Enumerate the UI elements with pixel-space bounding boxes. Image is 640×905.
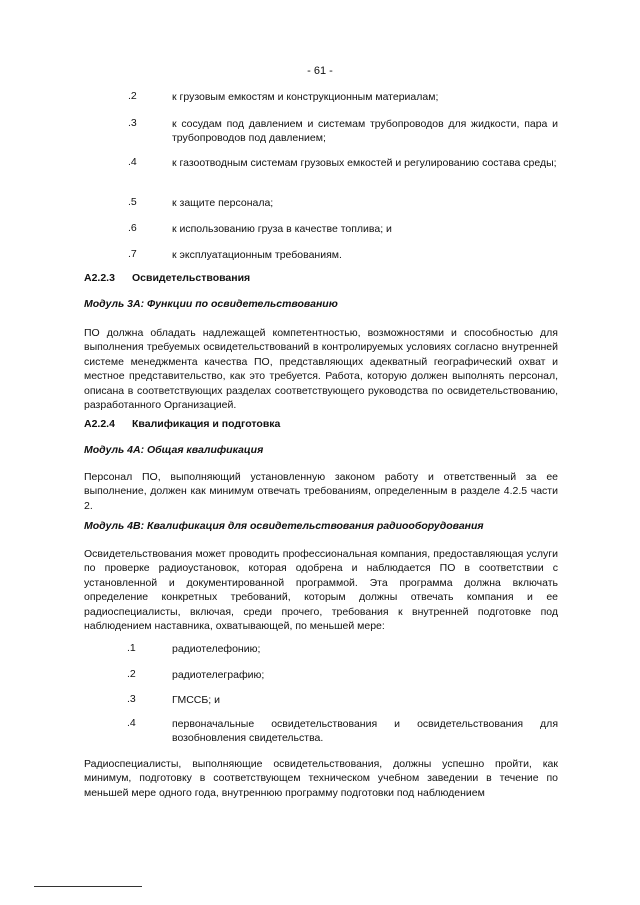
list-item-text: к газоотводным системам грузовых емкостей и регулированию состава среды; [172,157,557,169]
list-item-text: радиотелеграфию; [172,669,265,681]
section-title: Освидетельствования [132,272,251,284]
section-heading [84,272,250,284]
module-heading: Модуль 4A: Общая квалификация [84,444,264,456]
section-number: A2.2.3 [84,272,115,284]
list-item-text: к сосудам под давлением и системам трубопроводов для жидкости, пара и трубопроводов под давлением; [172,118,558,144]
list-item-number: .5 [128,196,137,208]
list-item-number: .4 [128,156,137,168]
module-heading: Модуль 4B: Квалификация для освидетельствования радиооборудования [84,520,484,532]
list-item-number: .4 [127,717,136,729]
paragraph: ПО должна обладать надлежащей компетентностью, возможностями и способностью для выполнения требуемых освидетельствований в контролируемых условиях согласно внутренней системе менеджмента качества ПО, представляющих адекватный географический охват и местное представительство, как это требуется. Работа, которую должен выполнять персонал, описана в соответствующих разделах соответствующего руководства по освидетельствованию, разработанного Организацией. [84,327,558,412]
list-item-text: первоначальные освидетельствования и освидетельствования для возобновления свидетельства. [172,718,558,744]
list-item-text: радиотелефонию; [172,643,261,655]
module-heading: Модуль 3A: Функции по освидетельствованию [84,298,338,310]
list-item-text: к эксплуатационным требованиям. [172,249,342,261]
paragraph: Освидетельствования может проводить профессиональная компания, предоставляющая услуги по проверке радиоустановок, которая одобрена и наблюдается ПО в соответствии с установленной и документированной программой. Эта программа должна включать определение конкретных требований, которым должны отвечать компания и ее радиоспециалисты, включая, среди прочего, требования к внутренней подготовке под наблюдением наставника, охватывающей, по меньшей мере: [84,548,558,633]
list-item-number: .1 [127,642,136,654]
page-number: - 61 - [307,65,333,77]
list-item-number: .3 [127,693,136,705]
list-item-number: .3 [128,117,137,129]
section-title: Квалификация и подготовка [132,418,281,430]
list-item-number: .7 [128,248,137,260]
list-item-text: к использованию груза в качестве топлива; и [172,223,392,235]
list-item-text: к защите персонала; [172,197,274,209]
paragraph: Персонал ПО, выполняющий установленную законом работу и ответственный за ее выполнение, должен как минимум отвечать требованиям, определенным в разделе 4.2.5 части 2. [84,471,558,512]
footer-divider [34,886,142,887]
list-item-text: к грузовым емкостям и конструкционным материалам; [172,91,439,103]
paragraph: Радиоспециалисты, выполняющие освидетельствования, должны успешно пройти, как минимум, подготовку в соответствующем техническом учебном заведении в течение по меньшей мере одного года, внутреннюю программу подготовки под наблюдением [84,758,558,799]
list-item-number: .2 [128,90,137,102]
list-item-number: .6 [128,222,137,234]
list-item-number: .2 [127,668,136,680]
list-item-text: ГМССБ; и [172,694,220,706]
section-number: A2.2.4 [84,418,115,430]
section-heading [84,418,280,430]
